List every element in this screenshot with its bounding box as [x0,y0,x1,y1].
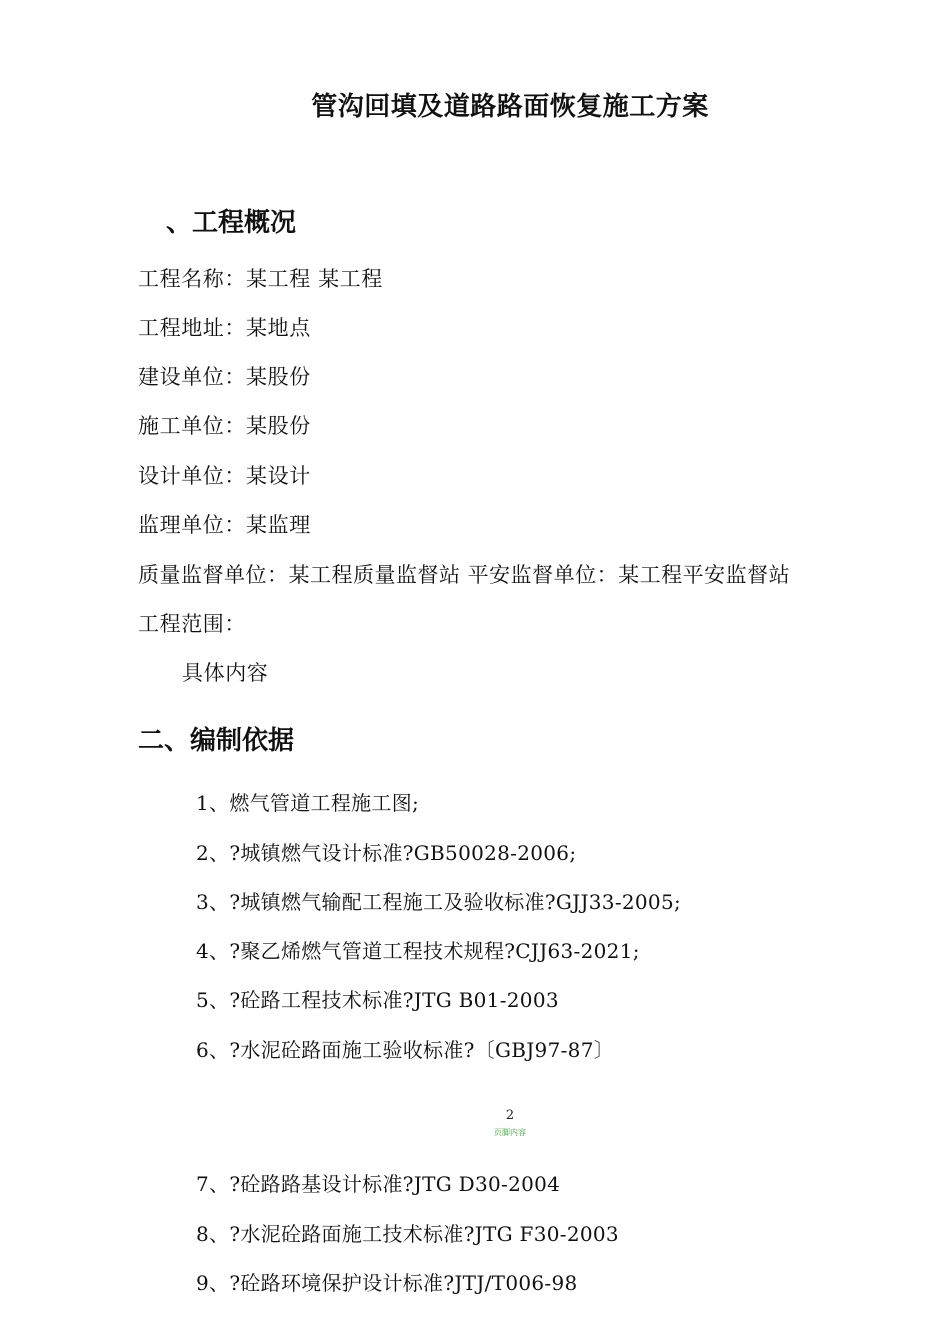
document-title: 管沟回填及道路路面恢复施工方案 [311,92,709,122]
page-number: 2 [505,1108,515,1123]
basis-item: 3、?城镇燃气输配工程施工及验收标准?GJJ33-2005; [196,890,682,914]
contractor-line: 施工单位：某股份 [138,414,311,438]
basis-item: 1、燃气管道工程施工图; [196,791,420,815]
client-line: 建设单位：某股份 [138,365,311,389]
quality-safety-supervision-line: 质量监督单位：某工程质量监督站 平安监督单位：某工程平安监督站 [138,563,791,587]
basis-item: 8、?水泥砼路面施工技术标准?JTG F30-2003 [196,1222,619,1246]
section-heading-basis: 二、编制依据 [138,726,295,756]
project-scope-line: 工程范围： [138,612,246,636]
basis-item: 6、?水泥砼路面施工验收标准?〔GBJ97-87〕 [196,1038,615,1062]
project-name-line: 工程名称：某工程 某工程 [138,267,383,291]
page-footer-label: 页脚内容 [494,1128,526,1137]
section-heading-overview: 、工程概况 [166,208,297,238]
basis-item: 9、?砼路环境保护设计标准?JTJ/T006-98 [196,1271,578,1295]
basis-item: 5、?砼路工程技术标准?JTG B01-2003 [196,988,559,1012]
basis-item: 2、?城镇燃气设计标准?GB50028-2006; [196,841,577,865]
basis-item: 4、?聚乙烯燃气管道工程技术规程?CJJ63-2021; [196,939,640,963]
scope-detail-line: 具体内容 [182,661,269,685]
project-address-line: 工程地址：某地点 [138,316,311,340]
basis-item: 7、?砼路路基设计标准?JTG D30-2004 [196,1172,561,1196]
supervisor-line: 监理单位：某监理 [138,513,311,537]
designer-line: 设计单位：某设计 [138,464,311,488]
